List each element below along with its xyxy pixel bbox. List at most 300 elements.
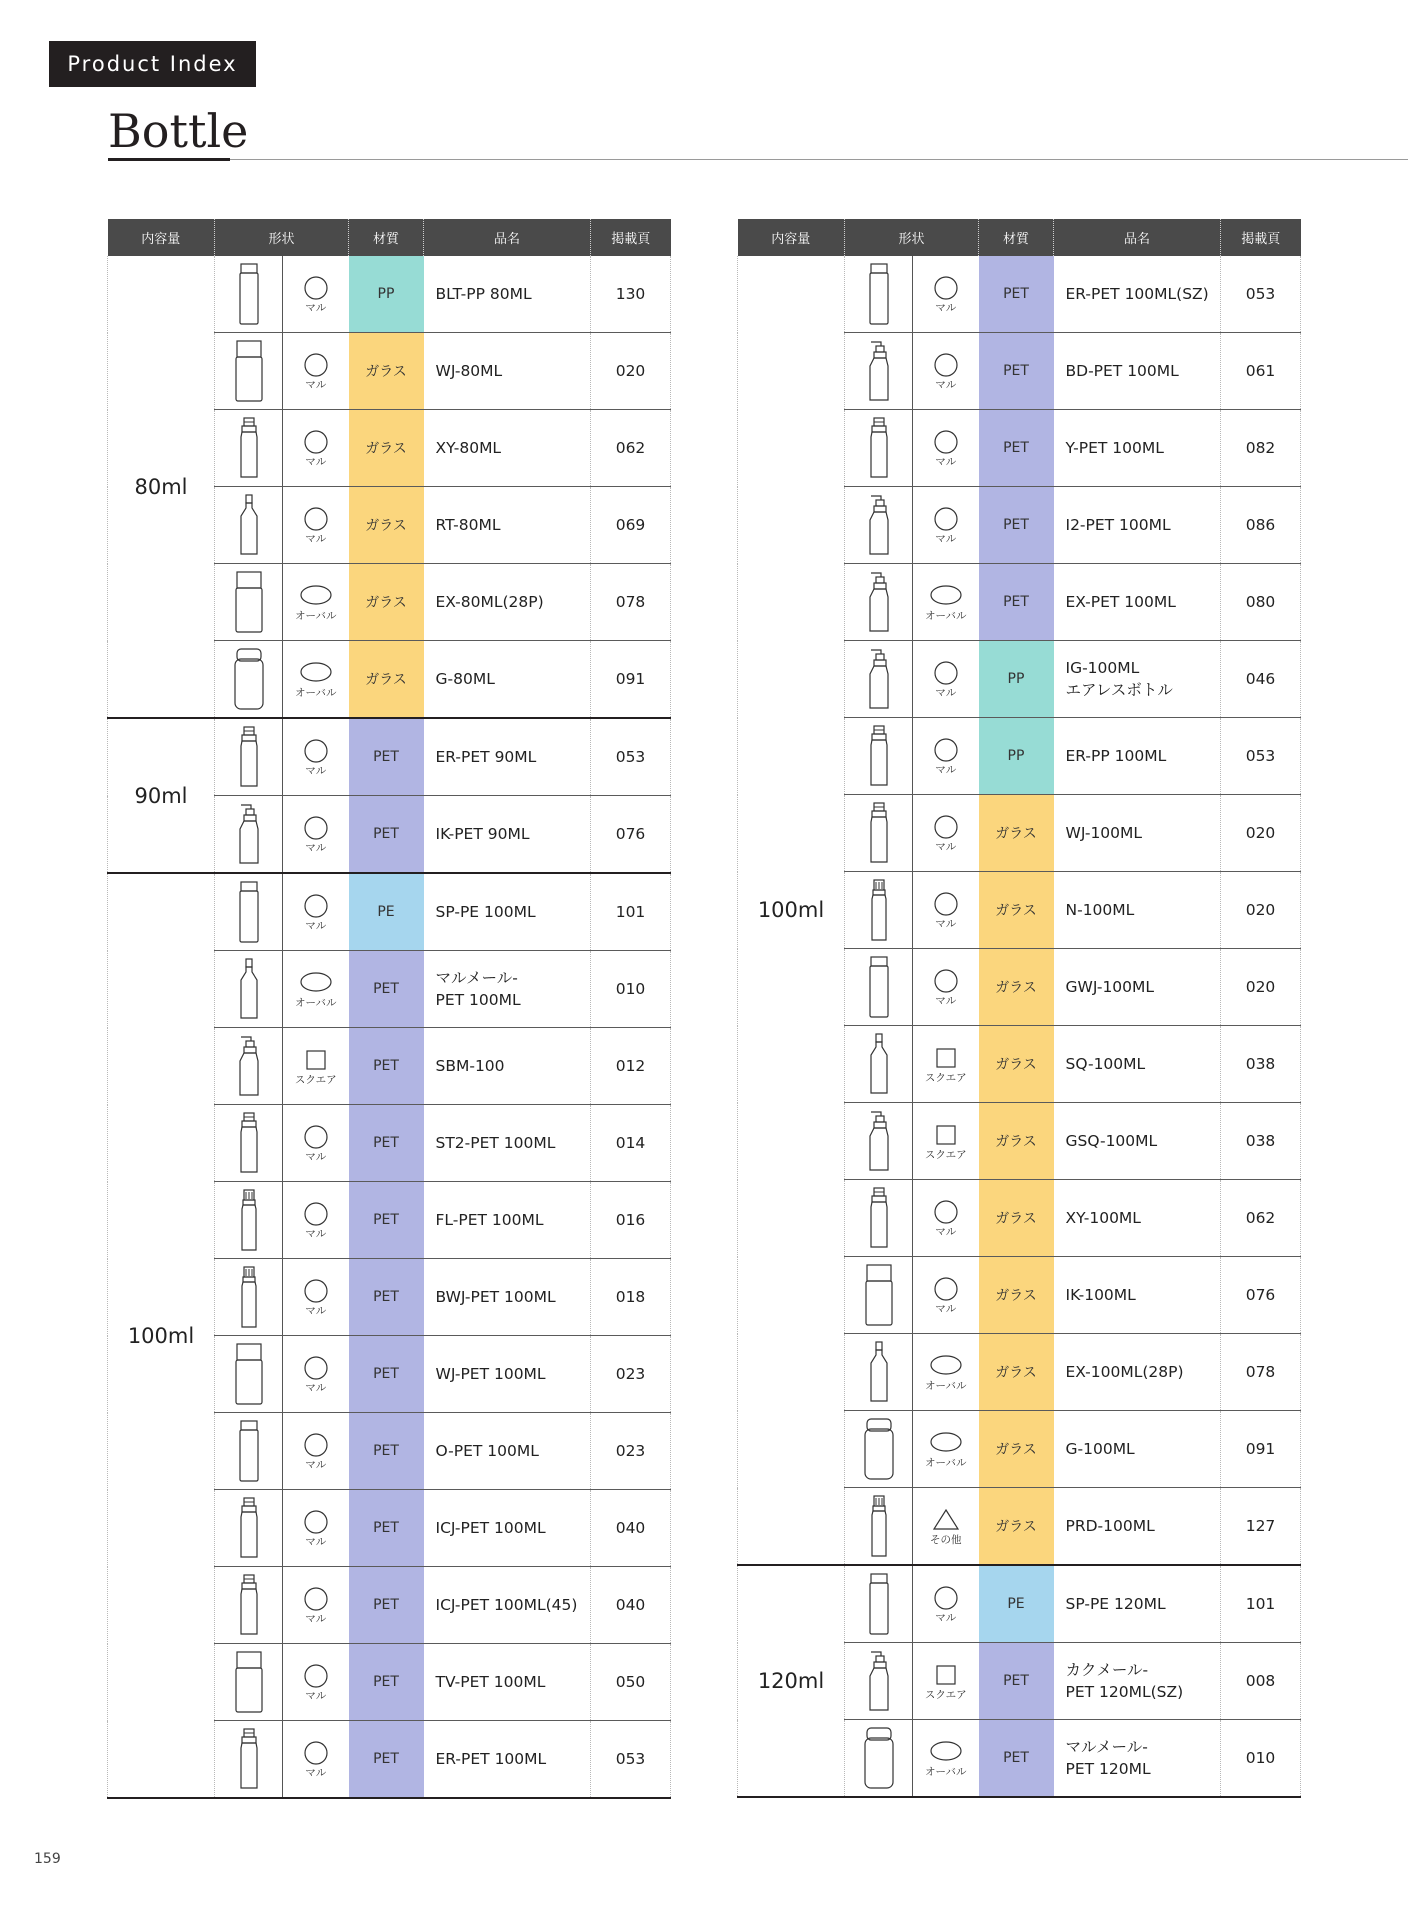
- shape-label: マル: [305, 841, 327, 854]
- product-name-cell: GWJ-100ML: [1054, 949, 1221, 1026]
- shape-label: マル: [305, 378, 327, 391]
- product-name-cell: EX-PET 100ML: [1054, 564, 1221, 641]
- page-title: Bottle: [108, 104, 249, 158]
- product-image-cell: [845, 333, 913, 410]
- material-cell: ガラス: [349, 410, 424, 487]
- product-name-cell: GSQ-100ML: [1054, 1103, 1221, 1180]
- bottle-icon: [233, 724, 265, 790]
- circle-shape-icon: [933, 275, 959, 301]
- oval-shape-icon: [929, 1739, 963, 1765]
- product-name-cell: [1054, 1643, 1221, 1720]
- product-image-cell: [215, 1336, 283, 1413]
- material-cell: PET: [979, 256, 1054, 333]
- bottle-icon: [233, 956, 265, 1022]
- product-name-cell: ICJ-PET 100ML(45): [424, 1567, 591, 1644]
- material-cell: ガラス: [979, 1488, 1054, 1566]
- bottle-icon: [233, 879, 265, 945]
- product-name-cell: N-100ML: [1054, 872, 1221, 949]
- product-image-cell: [845, 1103, 913, 1180]
- bottle-icon: [233, 261, 265, 327]
- shape-cell: [913, 487, 979, 564]
- page-ref-cell: 040: [591, 1567, 671, 1644]
- product-name-cell: IK-100ML: [1054, 1257, 1221, 1334]
- material-cell: ガラス: [979, 872, 1054, 949]
- col-shape: 形状: [215, 219, 349, 256]
- title-divider: [108, 159, 1408, 160]
- shape-cell: [913, 1565, 979, 1643]
- page-ref-cell: 076: [1221, 1257, 1301, 1334]
- shape-cell: [283, 1721, 349, 1799]
- circle-shape-icon: [303, 1586, 329, 1612]
- page-ref-cell: 020: [1221, 795, 1301, 872]
- bottle-icon: [863, 1185, 895, 1251]
- product-image-cell: [845, 1565, 913, 1643]
- product-image-cell: [845, 1257, 913, 1334]
- product-name-cell: [1054, 641, 1221, 718]
- bottle-icon: [863, 1725, 895, 1791]
- shape-cell: [283, 1336, 349, 1413]
- product-image-cell: [845, 949, 913, 1026]
- shape-label: マル: [305, 1766, 327, 1779]
- shape-cell: [283, 410, 349, 487]
- shape-label: マル: [305, 455, 327, 468]
- product-name-line2: PET 120ML(SZ): [1065, 1683, 1184, 1701]
- oval-shape-icon: [929, 583, 963, 609]
- material-cell: PE: [349, 873, 424, 951]
- shape-cell: [913, 1643, 979, 1720]
- product-image-cell: [215, 1644, 283, 1721]
- circle-shape-icon: [933, 1199, 959, 1225]
- product-image-cell: [215, 1182, 283, 1259]
- material-cell: ガラス: [979, 949, 1054, 1026]
- shape-label: マル: [305, 1227, 327, 1240]
- bottle-icon: [863, 800, 895, 866]
- circle-shape-icon: [303, 506, 329, 532]
- page-number: 159: [34, 1851, 61, 1867]
- bottle-icon: [233, 1495, 265, 1561]
- col-capacity: 内容量: [108, 219, 215, 256]
- circle-shape-icon: [303, 429, 329, 455]
- title-underline: [108, 158, 230, 161]
- product-name-cell: XY-80ML: [424, 410, 591, 487]
- shape-cell: [913, 410, 979, 487]
- shape-cell: [913, 1180, 979, 1257]
- table-row: [108, 873, 671, 951]
- shape-label: オーバル: [925, 1379, 967, 1392]
- circle-shape-icon: [303, 1355, 329, 1381]
- bottle-icon: [233, 1033, 265, 1099]
- product-image-cell: [845, 1720, 913, 1798]
- material-cell: PET: [349, 1721, 424, 1799]
- product-image-cell: [215, 951, 283, 1028]
- material-cell: ガラス: [979, 1334, 1054, 1411]
- shape-label: マル: [935, 994, 957, 1007]
- material-cell: PP: [979, 718, 1054, 795]
- shape-cell: [913, 1334, 979, 1411]
- material-cell: ガラス: [979, 1103, 1054, 1180]
- product-name-cell: TV-PET 100ML: [424, 1644, 591, 1721]
- page-ref-cell: 023: [591, 1336, 671, 1413]
- page-ref-cell: 020: [1221, 949, 1301, 1026]
- material-cell: ガラス: [349, 333, 424, 410]
- product-image-cell: [845, 718, 913, 795]
- material-cell: PET: [349, 1644, 424, 1721]
- material-cell: PET: [349, 1182, 424, 1259]
- material-cell: PP: [349, 256, 424, 333]
- material-cell: ガラス: [349, 641, 424, 719]
- shape-cell: [283, 1259, 349, 1336]
- shape-label: オーバル: [295, 996, 337, 1009]
- bottle-icon: [863, 492, 895, 558]
- product-name-cell: SP-PE 100ML: [424, 873, 591, 951]
- shape-label: マル: [935, 1225, 957, 1238]
- shape-cell: [283, 1413, 349, 1490]
- product-name-cell: [1054, 1720, 1221, 1798]
- bottle-icon: [863, 723, 895, 789]
- capacity-cell: 120ml: [738, 1565, 845, 1797]
- shape-label: オーバル: [295, 686, 337, 699]
- shape-label: オーバル: [925, 1456, 967, 1469]
- page-ref-cell: 023: [591, 1413, 671, 1490]
- bottle-icon: [233, 415, 265, 481]
- shape-label: マル: [935, 532, 957, 545]
- shape-label: マル: [935, 917, 957, 930]
- material-cell: ガラス: [349, 487, 424, 564]
- shape-cell: [913, 1488, 979, 1566]
- circle-shape-icon: [303, 275, 329, 301]
- page-ref-cell: 101: [1221, 1565, 1301, 1643]
- product-image-cell: [215, 873, 283, 951]
- capacity-cell: 100ml: [738, 256, 845, 1565]
- product-image-cell: [215, 1490, 283, 1567]
- product-name-cell: G-100ML: [1054, 1411, 1221, 1488]
- bottle-icon: [233, 1264, 265, 1330]
- product-image-cell: [215, 1413, 283, 1490]
- circle-shape-icon: [933, 968, 959, 994]
- col-material: 材質: [979, 219, 1054, 256]
- product-name-cell: ICJ-PET 100ML: [424, 1490, 591, 1567]
- material-cell: PET: [979, 410, 1054, 487]
- shape-cell: [913, 333, 979, 410]
- circle-shape-icon: [933, 352, 959, 378]
- page-ref-cell: 078: [591, 564, 671, 641]
- page-ref-cell: 062: [591, 410, 671, 487]
- product-image-cell: [845, 487, 913, 564]
- page-ref-cell: 082: [1221, 410, 1301, 487]
- bottle-icon: [863, 1339, 895, 1405]
- table-row: [108, 718, 671, 796]
- bottle-icon: [863, 1648, 895, 1714]
- shape-label: マル: [935, 763, 957, 776]
- page-ref-cell: 130: [591, 256, 671, 333]
- page-ref-cell: 078: [1221, 1334, 1301, 1411]
- bottle-icon: [233, 338, 265, 404]
- shape-cell: [283, 487, 349, 564]
- product-name-cell: EX-100ML(28P): [1054, 1334, 1221, 1411]
- shape-cell: [283, 1182, 349, 1259]
- circle-shape-icon: [933, 737, 959, 763]
- product-name-cell: ER-PET 100ML(SZ): [1054, 256, 1221, 333]
- shape-label: スクエア: [924, 1688, 967, 1701]
- shape-label: スクエア: [294, 1073, 337, 1086]
- circle-shape-icon: [933, 429, 959, 455]
- capacity-cell: 100ml: [108, 873, 215, 1798]
- page-ref-cell: 012: [591, 1028, 671, 1105]
- product-image-cell: [845, 872, 913, 949]
- table-header-row: [108, 219, 671, 256]
- product-name-cell: PRD-100ML: [1054, 1488, 1221, 1566]
- product-name-cell: I2-PET 100ML: [1054, 487, 1221, 564]
- product-name-cell: WJ-80ML: [424, 333, 591, 410]
- page-ref-cell: 018: [591, 1259, 671, 1336]
- material-cell: PET: [349, 1028, 424, 1105]
- col-capacity: 内容量: [738, 219, 845, 256]
- material-cell: PET: [349, 1413, 424, 1490]
- product-name-line2: PET 100ML: [435, 991, 521, 1009]
- material-cell: PET: [349, 1336, 424, 1413]
- material-cell: ガラス: [979, 795, 1054, 872]
- product-image-cell: [845, 641, 913, 718]
- product-image-cell: [845, 256, 913, 333]
- product-name-line1: マルメール-: [435, 969, 518, 987]
- shape-cell: [913, 564, 979, 641]
- shape-cell: [283, 1644, 349, 1721]
- product-name-line2: エアレスボトル: [1065, 681, 1173, 699]
- product-image-cell: [215, 1259, 283, 1336]
- shape-label: マル: [305, 1381, 327, 1394]
- product-image-cell: [845, 1026, 913, 1103]
- square-shape-icon: [933, 1122, 959, 1148]
- product-name-cell: ER-PET 100ML: [424, 1721, 591, 1799]
- shape-cell: [913, 641, 979, 718]
- shape-cell: [913, 949, 979, 1026]
- bottle-icon: [863, 261, 895, 327]
- page-ref-cell: 080: [1221, 564, 1301, 641]
- page-ref-cell: 069: [591, 487, 671, 564]
- oval-shape-icon: [299, 583, 333, 609]
- product-name-cell: ST2-PET 100ML: [424, 1105, 591, 1182]
- material-cell: PET: [349, 951, 424, 1028]
- shape-label: マル: [305, 1458, 327, 1471]
- product-image-cell: [215, 333, 283, 410]
- capacity-cell: 80ml: [108, 256, 215, 718]
- product-image-cell: [215, 410, 283, 487]
- shape-cell: [913, 1411, 979, 1488]
- shape-label: その他: [930, 1533, 962, 1546]
- material-cell: PET: [979, 487, 1054, 564]
- bottle-icon: [233, 1726, 265, 1792]
- section-tag: Product Index: [49, 41, 256, 87]
- page-ref-cell: 010: [1221, 1720, 1301, 1798]
- product-name-cell: WJ-PET 100ML: [424, 1336, 591, 1413]
- page-ref-cell: 127: [1221, 1488, 1301, 1566]
- shape-cell: [913, 872, 979, 949]
- product-image-cell: [845, 1180, 913, 1257]
- shape-cell: [283, 333, 349, 410]
- shape-label: マル: [935, 1611, 957, 1624]
- material-cell: PET: [979, 564, 1054, 641]
- col-page: 掲載頁: [1221, 219, 1301, 256]
- page-ref-cell: 016: [591, 1182, 671, 1259]
- shape-cell: [283, 951, 349, 1028]
- bottle-icon: [233, 569, 265, 635]
- bottle-icon: [233, 1341, 265, 1407]
- page-ref-cell: 053: [591, 1721, 671, 1799]
- circle-shape-icon: [933, 1585, 959, 1611]
- product-name-cell: Y-PET 100ML: [1054, 410, 1221, 487]
- shape-label: マル: [935, 686, 957, 699]
- material-cell: ガラス: [979, 1026, 1054, 1103]
- shape-cell: [913, 795, 979, 872]
- bottle-icon: [863, 569, 895, 635]
- material-cell: PET: [349, 1259, 424, 1336]
- product-name-cell: SP-PE 120ML: [1054, 1565, 1221, 1643]
- material-cell: PET: [349, 796, 424, 874]
- shape-label: マル: [305, 1612, 327, 1625]
- shape-label: マル: [305, 919, 327, 932]
- product-image-cell: [215, 256, 283, 333]
- shape-cell: [913, 718, 979, 795]
- product-name-cell: [424, 951, 591, 1028]
- material-cell: PP: [979, 641, 1054, 718]
- material-cell: PE: [979, 1565, 1054, 1643]
- bottle-icon: [233, 801, 265, 867]
- material-cell: PET: [979, 1720, 1054, 1798]
- circle-shape-icon: [933, 506, 959, 532]
- material-cell: ガラス: [979, 1257, 1054, 1334]
- shape-cell: [283, 1105, 349, 1182]
- material-cell: PET: [349, 718, 424, 796]
- oval-shape-icon: [929, 1353, 963, 1379]
- page-ref-cell: 053: [1221, 256, 1301, 333]
- shape-label: マル: [305, 764, 327, 777]
- triangle-shape-icon: [933, 1507, 959, 1533]
- oval-shape-icon: [929, 1430, 963, 1456]
- product-image-cell: [215, 1567, 283, 1644]
- bottle-icon: [863, 338, 895, 404]
- circle-shape-icon: [303, 815, 329, 841]
- oval-shape-icon: [299, 970, 333, 996]
- page-ref-cell: 062: [1221, 1180, 1301, 1257]
- circle-shape-icon: [303, 1432, 329, 1458]
- product-name-cell: SQ-100ML: [1054, 1026, 1221, 1103]
- shape-label: マル: [935, 301, 957, 314]
- shape-cell: [283, 1490, 349, 1567]
- shape-label: マル: [935, 378, 957, 391]
- page-ref-cell: 061: [1221, 333, 1301, 410]
- circle-shape-icon: [303, 352, 329, 378]
- bottle-icon: [863, 954, 895, 1020]
- product-name-cell: EX-80ML(28P): [424, 564, 591, 641]
- col-shape: 形状: [845, 219, 979, 256]
- page-ref-cell: 053: [591, 718, 671, 796]
- page-ref-cell: 091: [591, 641, 671, 719]
- shape-cell: [283, 564, 349, 641]
- table-row: [108, 256, 671, 333]
- shape-label: マル: [935, 455, 957, 468]
- shape-label: マル: [305, 1150, 327, 1163]
- circle-shape-icon: [303, 1509, 329, 1535]
- shape-label: オーバル: [925, 609, 967, 622]
- material-cell: PET: [349, 1567, 424, 1644]
- circle-shape-icon: [303, 1278, 329, 1304]
- product-name-line1: マルメール-: [1065, 1738, 1148, 1756]
- page-ref-cell: 086: [1221, 487, 1301, 564]
- shape-cell: [913, 1257, 979, 1334]
- shape-label: オーバル: [295, 609, 337, 622]
- product-image-cell: [215, 487, 283, 564]
- product-name-cell: ER-PP 100ML: [1054, 718, 1221, 795]
- circle-shape-icon: [303, 738, 329, 764]
- circle-shape-icon: [933, 660, 959, 686]
- page-ref-cell: 101: [591, 873, 671, 951]
- product-name-cell: O-PET 100ML: [424, 1413, 591, 1490]
- circle-shape-icon: [303, 1124, 329, 1150]
- page-ref-cell: 076: [591, 796, 671, 874]
- product-table-right: [737, 219, 1301, 1798]
- shape-label: マル: [935, 840, 957, 853]
- circle-shape-icon: [933, 814, 959, 840]
- bottle-icon: [863, 646, 895, 712]
- shape-label: マル: [305, 1689, 327, 1702]
- page-ref-cell: 046: [1221, 641, 1301, 718]
- shape-label: マル: [305, 1535, 327, 1548]
- product-table-left: [107, 219, 671, 1799]
- product-image-cell: [215, 1028, 283, 1105]
- page-ref-cell: 014: [591, 1105, 671, 1182]
- bottle-icon: [233, 1649, 265, 1715]
- material-cell: ガラス: [979, 1180, 1054, 1257]
- shape-label: マル: [935, 1302, 957, 1315]
- shape-label: オーバル: [925, 1765, 967, 1778]
- shape-cell: [913, 1103, 979, 1180]
- page-ref-cell: 091: [1221, 1411, 1301, 1488]
- product-name-cell: RT-80ML: [424, 487, 591, 564]
- shape-cell: [283, 718, 349, 796]
- shape-cell: [913, 1026, 979, 1103]
- product-name-cell: FL-PET 100ML: [424, 1182, 591, 1259]
- col-name: 品名: [1054, 219, 1221, 256]
- shape-cell: [913, 1720, 979, 1798]
- col-page: 掲載頁: [591, 219, 671, 256]
- page-ref-cell: 010: [591, 951, 671, 1028]
- material-cell: PET: [349, 1490, 424, 1567]
- shape-cell: [283, 1567, 349, 1644]
- page-ref-cell: 038: [1221, 1026, 1301, 1103]
- shape-label: スクエア: [924, 1148, 967, 1161]
- shape-cell: [913, 256, 979, 333]
- product-name-cell: BLT-PP 80ML: [424, 256, 591, 333]
- bottle-icon: [863, 415, 895, 481]
- table-header-row: [738, 219, 1301, 256]
- shape-label: マル: [305, 1304, 327, 1317]
- shape-cell: [283, 1028, 349, 1105]
- page-ref-cell: 020: [591, 333, 671, 410]
- product-image-cell: [845, 410, 913, 487]
- square-shape-icon: [303, 1047, 329, 1073]
- product-image-cell: [215, 796, 283, 874]
- circle-shape-icon: [303, 1740, 329, 1766]
- bottle-icon: [233, 1572, 265, 1638]
- bottle-icon: [863, 1108, 895, 1174]
- table-row: [738, 256, 1301, 333]
- product-name-line1: IG-100ML: [1065, 659, 1140, 677]
- bottle-icon: [863, 1416, 895, 1482]
- product-image-cell: [845, 564, 913, 641]
- square-shape-icon: [933, 1662, 959, 1688]
- product-image-cell: [845, 1411, 913, 1488]
- shape-cell: [283, 796, 349, 874]
